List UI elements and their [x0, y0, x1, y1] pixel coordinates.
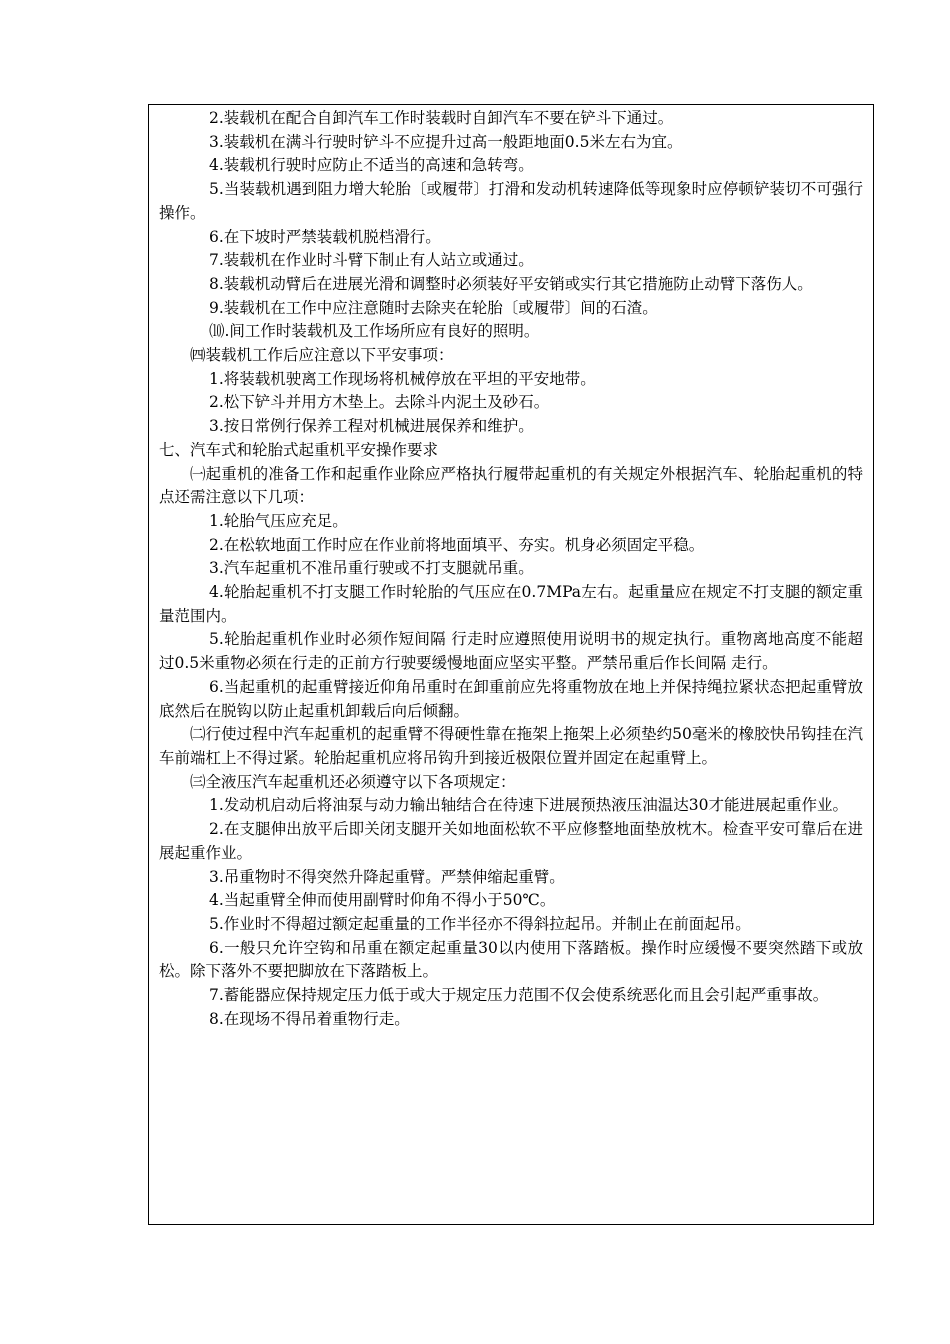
paragraph: 1.将装载机驶离工作现场将机械停放在平坦的平安地带。	[209, 369, 596, 388]
paragraph: 4.装载机行驶时应防止不适当的高速和急转弯。	[209, 156, 534, 175]
paragraph: 8.在现场不得吊着重物行走。	[209, 1009, 410, 1028]
paragraph: ㈠起重机的准备工作和起重作业除应严格执行履带起重机的有关规定外根据汽车、轮胎起重机的特点还需注意以下几项：	[159, 464, 863, 507]
paragraph: ㈣装载机工作后应注意以下平安事项：	[190, 346, 454, 365]
paragraph: 2.在松软地面工作时应在作业前将地面填平、夯实。机身必须固定平稳。	[209, 535, 705, 554]
paragraph: 2.松下铲斗并用方木垫上。去除斗内泥土及砂石。	[209, 393, 550, 412]
paragraph: 1.发动机启动后将油泵与动力输出轴结合在待速下进展预热液压油温达30才能进展起重作业。	[209, 796, 849, 815]
paragraph: ㈡行使过程中汽车起重机的起重臂不得硬性靠在拖架上拖架上必须垫约50毫米的橡胶快吊钩挂在汽车前端杠上不得过紧。轮胎起重机应将吊钩升到接近极限位置并固定在起重臂上。	[159, 725, 863, 767]
paragraph: 3.汽车起重机不准吊重行驶或不打支腿就吊重。	[209, 559, 534, 578]
paragraph: 7.装载机在作业时斗臂下制止有人站立或通过。	[209, 251, 534, 270]
paragraph: 8.装载机动臂后在进展光滑和调整时必须装好平安销或实行其它措施防止动臂下落伤人。	[209, 274, 813, 293]
paragraph: 6.一般只允许空钩和吊重在额定起重量30以内使用下落踏板。操作时应缓慢不要突然踏下或放松。除下落外不要把脚放在下落踏板上。	[159, 938, 863, 981]
paragraph: 七、汽车式和轮胎式起重机平安操作要求	[159, 440, 439, 459]
paragraph: 2.装载机在配合自卸汽车工作时装载时自卸汽车不要在铲斗下通过。	[209, 109, 674, 127]
paragraph: 5.作业时不得超过额定起重量的工作半径亦不得斜拉起吊。并制止在前面起吊。	[209, 914, 751, 933]
paragraph: 3.按日常例行保养工程对机械进展保养和维护。	[209, 417, 534, 436]
paragraph: 4.当起重臂全伸而使用副臂时仰角不得小于50℃。	[209, 891, 556, 910]
paragraph: 2.在支腿伸出放平后即关闭支腿开关如地面松软不平应修整地面垫放枕木。检查平安可靠后在进展起重作业。	[159, 820, 863, 862]
paragraph: 4.轮胎起重机不打支腿工作时轮胎的气压应在0.7MPa左右。起重量应在规定不打支腿的额定重量范围内。	[159, 583, 863, 625]
paragraph: 5.当装载机遇到阻力增大轮胎〔或履带〕打滑和发动机转速降低等现象时应停顿铲装切不可强行操作。	[159, 180, 863, 222]
paragraph: 6.当起重机的起重臂接近仰角吊重时在卸重前应先将重物放在地上并保持绳拉紧状态把起重臂放底然后在脱钩以防止起重机卸载后向后倾翻。	[159, 677, 863, 720]
paragraph: 3.装载机在满斗行驶时铲斗不应提升过高一般距地面0.5米左右为宜。	[209, 132, 683, 151]
paragraph: 3.吊重物时不得突然升降起重臂。严禁伸缩起重臂。	[209, 867, 565, 886]
paragraph: 5.轮胎起重机作业时必须作短间隔 行走时应遵照使用说明书的规定执行。重物离地高度不能超过0.5米重物必须在行走的正前方行驶要缓慢地面应坚实平整。严禁吊重后作长间隔 走行。	[159, 630, 863, 673]
paragraph: 7.蓄能器应保持规定压力低于或大于规定压力范围不仅会使系统恶化而且会引起严重事故。	[209, 986, 829, 1005]
paragraph: 1.轮胎气压应充足。	[209, 511, 348, 530]
paragraph: 6.在下坡时严禁装载机脱档滑行。	[209, 227, 441, 246]
paragraph: ⑽.间工作时装载机及工作场所应有良好的照明。	[209, 322, 540, 341]
paragraph: ㈢全液压汽车起重机还必须遵守以下各项规定：	[190, 772, 516, 791]
document-table-cell	[148, 104, 874, 1225]
paragraph: 9.装载机在工作中应注意随时去除夹在轮胎〔或履带〕间的石渣。	[209, 298, 658, 317]
